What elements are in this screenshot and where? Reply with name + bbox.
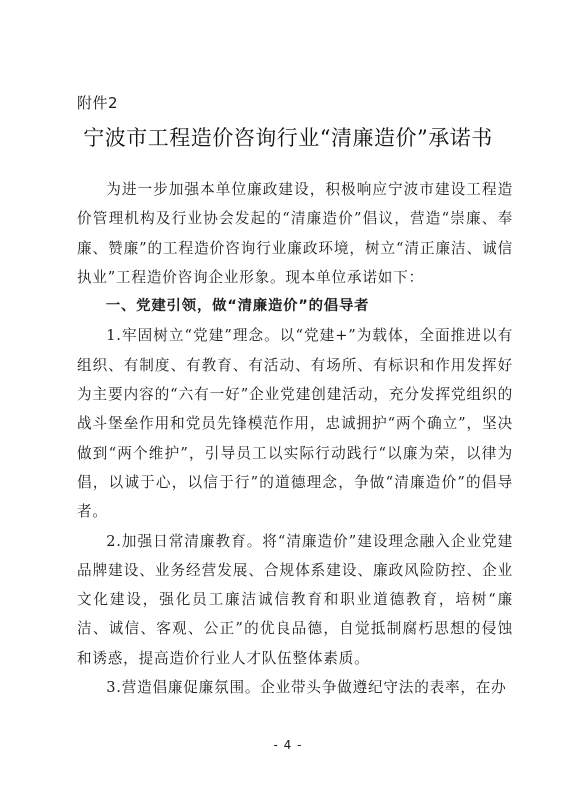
document-title: 宁波市工程造价咨询行业“清廉造价”承诺书 bbox=[83, 126, 493, 150]
attachment-label: 附件2 bbox=[77, 94, 119, 112]
section-heading: 一、党建引领，做“清廉造价”的倡导者 bbox=[105, 298, 370, 315]
intro-paragraph: 为进一步加强本单位廉政建设，积极响应宁波市建设工程造价管理机构及行业协会发起的“清廉造价”倡议，营造“崇廉、奉廉、赞廉”的工程造价咨询行业廉政环境，树立“清正廉洁、诚信执业”工程造价咨询企业形象。现本单位承诺如下： bbox=[77, 181, 513, 286]
body-paragraph: 1.牢固树立“党建”理念。以“党建+”为载体，全面推进以有组织、有制度、有教育、有活动、有场所、有标识和作用发挥好为主要内容的“六有一好”企业党建创建活动，充分发挥党组织的战斗堡垒作用和党员先锋模范作用，忠诚拥护“两个确立”，坚决做到“两个维护”，引导员工以实际行动践行“以廉为荣，以律为倡，以诚于心，以信于行”的道德理念，争做“清廉造价”的倡导者。 bbox=[77, 327, 513, 521]
page-number: - 4 - bbox=[273, 738, 303, 752]
body-paragraph: 3.营造倡廉促廉氛围。企业带头争做遵纪守法的表率，在办 bbox=[106, 679, 507, 697]
body-paragraph: 2.加强日常清廉教育。将“清廉造价”建设理念融入企业党建品牌建设、业务经营发展、合规体系建设、廉政风险防控、企业文化建设，强化员工廉洁诚信教育和职业道德教育，培树“廉洁、诚信、客观、公正”的优良品德，自觉抵制腐朽思想的侵蚀和诱惑，提高造价行业人才队伍整体素质。 bbox=[77, 532, 513, 667]
document-body bbox=[77, 175, 513, 702]
